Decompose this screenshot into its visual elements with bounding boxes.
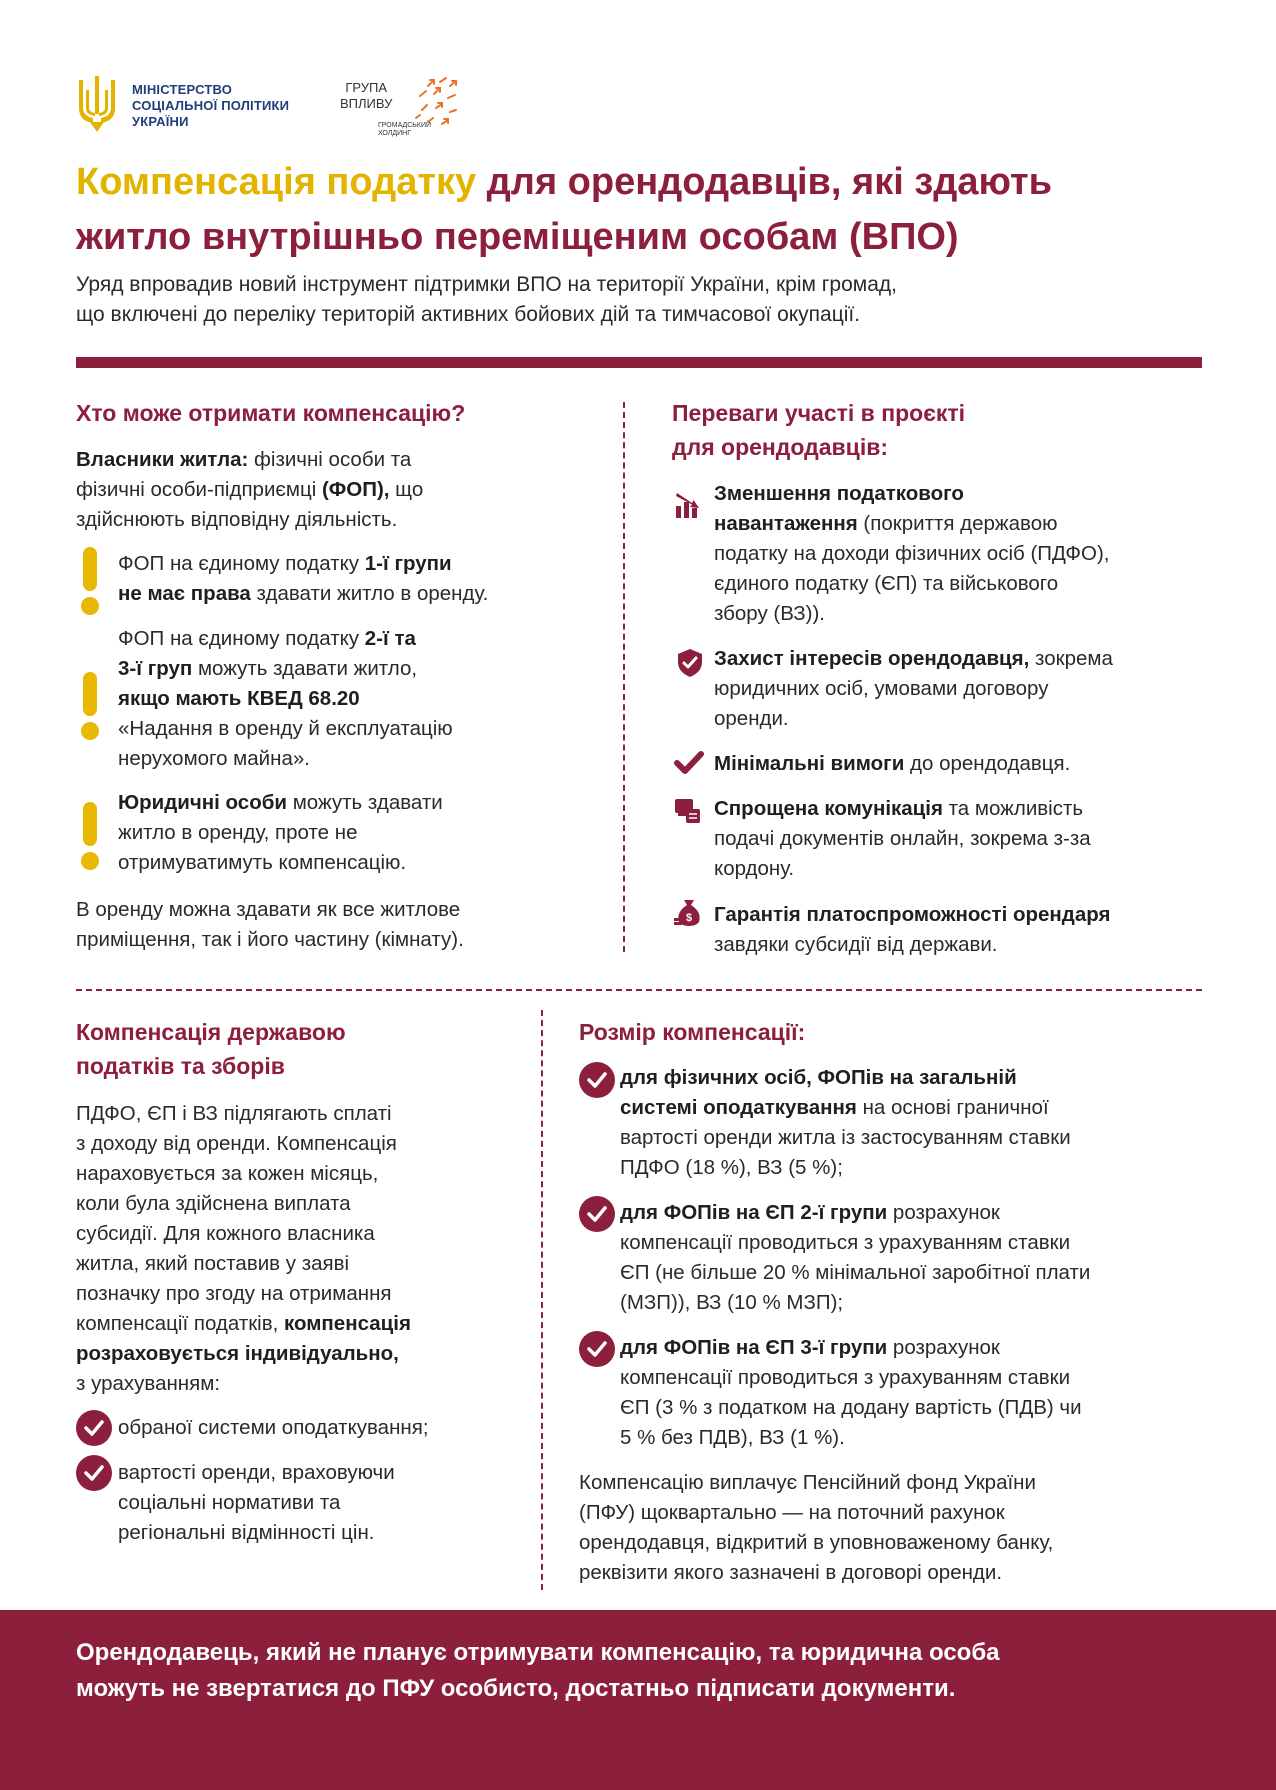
size-fop-group3 (620, 1333, 1210, 1453)
page-title (76, 155, 1206, 265)
check-circle-icon (579, 1196, 615, 1232)
warning-fop-group1 (118, 549, 598, 609)
column-divider (541, 1010, 543, 1590)
size1-bold-2: системі оподаткування (620, 1096, 857, 1119)
benefit1-bold-1: Зменшення податкового (714, 482, 964, 505)
size3-text-1: розрахунок (887, 1336, 1000, 1359)
benefits-heading-line-1: Переваги участі в проєкті (672, 400, 966, 426)
benefit4-bold: Спрощена комунікація (714, 797, 943, 820)
note-line-2: приміщення, так і його частину (кімнату). (76, 928, 464, 951)
payment-paragraph (579, 1468, 1209, 1588)
criteria2-line-3: регіональні відмінності цін. (118, 1521, 375, 1544)
comp-line-8-bold: компенсація (284, 1312, 411, 1335)
warn2-kved: якщо мають КВЕД 68.20 (118, 687, 360, 710)
ministry-logo (76, 76, 306, 132)
compensation-heading-line-1: Компенсація державою (76, 1019, 346, 1045)
size2-text-2: компенсації проводиться з урахуванням ставки (620, 1231, 1071, 1254)
who-heading: Хто може отримати компенсацію? (76, 400, 466, 426)
owners-text-2: фізичні особи-підприємці (76, 478, 322, 501)
group-sub-line-2: ХОЛДИНГ (378, 130, 412, 137)
comp-line-6: житла, який поставив у заяві (76, 1252, 350, 1275)
size3-text-4: 5 % без ПДВ), ВЗ (1 %). (620, 1426, 845, 1449)
title-line-2: житло внутрішньо переміщеним особам (ВПО) (76, 216, 959, 258)
warn3-text-3: отримуватимуть компенсацію. (118, 851, 407, 874)
svg-text:$: $ (685, 912, 693, 924)
size1-text-2: на основі граничної (856, 1096, 1049, 1119)
warn1-bold-2: не має права (118, 582, 251, 605)
compensation-heading (76, 1015, 536, 1083)
footer-line-2: можуть не звертатися до ПФУ особисто, достатньо підписати документи. (76, 1675, 956, 1702)
group-name (340, 80, 392, 112)
benefit2-text-3: оренди. (714, 707, 789, 730)
size1-bold-1: для фізичних осіб, ФОПів на загальній (620, 1066, 1017, 1089)
warn2-text-3: «Надання в оренду й експлуатацію (118, 717, 453, 740)
size-heading: Розмір компенсації: (579, 1019, 806, 1045)
size3-bold: для ФОПів на ЄП 3-ї групи (620, 1336, 888, 1359)
benefit2-bold: Захист інтересів орендодавця, (714, 647, 1030, 670)
benefit2-text-2: юридичних осіб, умовами договору (714, 677, 1049, 700)
trident-icon (76, 76, 118, 132)
warn3-text-1: можуть здавати (287, 791, 443, 814)
influence-group-logo (340, 76, 480, 136)
benefits-heading-line-2: для орендодавців: (672, 434, 889, 460)
size2-bold: для ФОПів на ЄП 2-ї групи (620, 1201, 888, 1224)
check-circle-icon (76, 1455, 112, 1491)
warn1-text-1: ФОП на єдиному податку (118, 552, 365, 575)
benefit5-text: завдяки субсидії від держави. (714, 933, 998, 956)
comp-line-1: ПДФО, ЄП і ВЗ підлягають сплаті (76, 1102, 392, 1125)
benefit-simplified-communication (714, 794, 1204, 884)
fop-label: (ФОП), (321, 478, 390, 501)
shield-check-icon (675, 648, 705, 678)
title-highlight: Компенсація податку (76, 161, 477, 203)
compensation-heading-line-2: податків та зборів (76, 1053, 285, 1079)
ministry-line-1: МІНІСТЕРСТВО (132, 82, 233, 97)
benefit4-text-2: подачі документів онлайн, зокрема з-за (714, 827, 1091, 850)
warn1-bold-1: 1-ї групи (364, 552, 452, 575)
owners-label: Власники житла: (76, 448, 249, 471)
checkmark-icon (674, 748, 704, 778)
group-line-2: ВПЛИВУ (340, 96, 393, 111)
ministry-line-3: УКРАЇНИ (132, 114, 189, 129)
payment-line-3: орендодавця, відкритий в уповноваженому банку, (579, 1531, 1054, 1554)
footer-line-1: Орендодавець, який не планує отримувати компенсацію, та юридична особа (76, 1639, 1000, 1666)
arrows-cluster-icon (398, 76, 468, 134)
comp-line-10: з урахуванням: (76, 1372, 221, 1395)
warn2-bold-1: 2-ї та (364, 627, 416, 650)
benefit5-bold: Гарантія платоспроможності орендаря (714, 903, 1111, 926)
check-circle-icon (76, 1410, 112, 1446)
note-line-1: В оренду можна здавати як все житлове (76, 898, 461, 921)
comp-line-8-text: компенсації податків, (76, 1312, 285, 1335)
warn2-text-1: ФОП на єдиному податку (118, 627, 365, 650)
warning-exclamation-icon (79, 802, 101, 870)
benefit1-bold-2: навантаження (714, 512, 858, 535)
comp-line-3: нараховується за кожен місяць, (76, 1162, 379, 1185)
intro-text (76, 270, 1206, 330)
warn3-bold: Юридичні особи (118, 791, 287, 814)
money-bag-icon (674, 898, 704, 928)
online-docs-icon (674, 796, 704, 826)
check-circle-icon (579, 1062, 615, 1098)
benefit-minimal-requirements (714, 749, 1204, 779)
size2-text-4: (МЗП)), ВЗ (10 % МЗП); (620, 1291, 844, 1314)
warn1-text-2: здавати житло в оренду. (250, 582, 489, 605)
comp-line-9-bold: розраховується індивідуально, (76, 1342, 399, 1365)
payment-line-4: реквізити якого зазначені в договорі оренди. (579, 1561, 1003, 1584)
warning-exclamation-icon (79, 547, 101, 615)
ministry-line-2: СОЦІАЛЬНОЇ ПОЛІТИКИ (132, 98, 290, 113)
tax-down-icon (674, 490, 704, 520)
warn2-text-4: нерухомого майна». (118, 747, 310, 770)
column-divider (623, 402, 625, 952)
criteria-rent-cost (118, 1458, 558, 1548)
size3-text-3: ЄП (3 % з податком на додану вартість (ПДВ) чи (620, 1396, 1082, 1419)
warn2-text-2: можуть здавати житло, (192, 657, 418, 680)
payment-line-1: Компенсацію виплачує Пенсійний фонд України (579, 1471, 1036, 1494)
group-sub-line-1: ГРОМАДСЬКИЙ (378, 122, 432, 129)
owners-text-3: що (389, 478, 424, 501)
title-line-1-rest: для орендодавців, які здають (476, 161, 1052, 203)
compensation-paragraph (76, 1099, 546, 1399)
benefit1-text-2: податку на доходи фізичних осіб (ПДФО), (714, 542, 1110, 565)
size1-text-4: ПДФО (18 %), ВЗ (5 %); (620, 1156, 843, 1179)
warn3-text-2: житло в оренду, проте не (118, 821, 358, 844)
size-individuals (620, 1063, 1210, 1183)
intro-line-2: що включені до переліку територій активних бойових дій та тимчасової окупації. (76, 303, 861, 326)
benefit4-text-3: кордону. (714, 857, 795, 880)
ministry-name (132, 82, 289, 130)
size1-text-3: вартості оренди житла із застосуванням ставки (620, 1126, 1071, 1149)
group-line-1: ГРУПА (345, 80, 388, 95)
top-divider-bar (76, 357, 1202, 368)
intro-line-1: Уряд впровадив новий інструмент підтримки ВПО на території України, крім громад, (76, 273, 897, 296)
size2-text-3: ЄП (не більше 20 % мінімальної заробітної плати (620, 1261, 1091, 1284)
benefit3-text: до орендодавця. (904, 752, 1071, 775)
criteria-tax-system: обраної системи оподаткування; (118, 1416, 429, 1439)
owners-paragraph (76, 445, 596, 535)
benefit1-text-1: (покриття державою (857, 512, 1058, 535)
benefit3-bold: Мінімальні вимоги (714, 752, 905, 775)
owners-text-1: фізичні особи та (248, 448, 412, 471)
rental-note (76, 895, 596, 955)
benefit-tax-reduction (714, 479, 1204, 629)
check-circle-icon (579, 1331, 615, 1367)
warning-legal-entities (118, 788, 598, 878)
benefit-solvency-guarantee (714, 900, 1214, 960)
section-divider (76, 989, 1202, 991)
comp-line-2: з доходу від оренди. Компенсація (76, 1132, 397, 1155)
criteria2-line-2: соціальні нормативи та (118, 1491, 341, 1514)
size3-text-2: компенсації проводиться з урахуванням ставки (620, 1366, 1071, 1389)
payment-line-2: (ПФУ) щоквартально — на поточний рахунок (579, 1501, 1005, 1524)
warning-exclamation-icon (79, 672, 101, 740)
warning-fop-group2-3 (118, 624, 598, 774)
owners-text-4: здійснюють відповідну діяльність. (76, 508, 398, 531)
size2-text-1: розрахунок (887, 1201, 1000, 1224)
benefit4-text-1: та можливість (942, 797, 1084, 820)
size-fop-group2 (620, 1198, 1210, 1318)
benefit1-text-3: єдиного податку (ЄП) та військового (714, 572, 1059, 595)
warn2-bold-2: 3-ї груп (118, 657, 193, 680)
benefit2-text-1: зокрема (1029, 647, 1113, 670)
comp-line-4: коли була здійснена виплата (76, 1192, 351, 1215)
criteria2-line-1: вартості оренди, враховуючи (118, 1461, 395, 1484)
comp-line-5: субсидії. Для кожного власника (76, 1222, 375, 1245)
comp-line-7: позначку про згоду на отримання (76, 1282, 392, 1305)
benefits-heading (672, 396, 1192, 464)
benefit1-text-4: збору (ВЗ)). (714, 602, 825, 625)
footer-message (76, 1635, 1216, 1707)
benefit-interest-protection (714, 644, 1204, 734)
